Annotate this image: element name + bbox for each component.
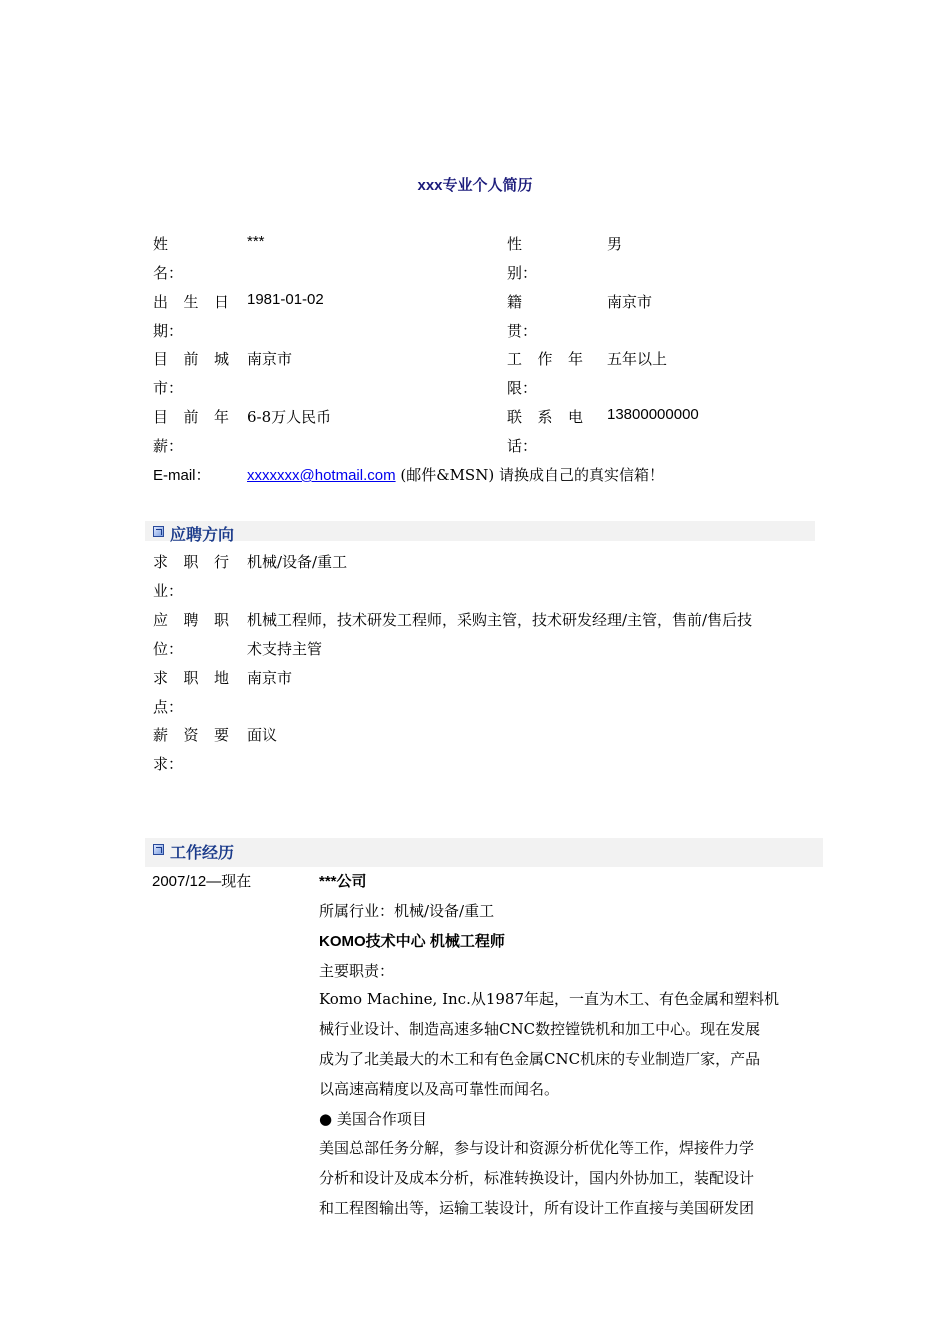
- years-value: 五年以上: [607, 350, 668, 368]
- project-line: 分析和设计及成本分析，标准转换设计，国内外协加工，装配设计: [319, 1169, 755, 1187]
- experience-header-bar: [145, 838, 823, 867]
- location-label: 求 职 地: [153, 669, 229, 687]
- email-label: E-mail：: [153, 467, 211, 484]
- birth-value: 1981-01-02: [247, 291, 324, 308]
- duties-label: 主要职责：: [319, 962, 395, 980]
- industry-label-cont: 业：: [153, 582, 184, 600]
- gender-label: 性: [507, 235, 523, 253]
- desc-line: Komo Machine, Inc.从1987年起，一直为木工、有色金属和塑料机: [319, 990, 780, 1008]
- native-label-cont: 贯：: [507, 322, 538, 340]
- name-value: ***: [247, 233, 265, 250]
- city-label: 目 前 城: [153, 350, 229, 368]
- experience-heading: 工作经历: [170, 843, 235, 862]
- location-value: 南京市: [247, 669, 293, 687]
- location-label-cont: 点：: [153, 698, 184, 716]
- position-label: 应 聘 职: [153, 611, 229, 629]
- phone-label-cont: 话：: [507, 437, 538, 455]
- job-intent-heading: 应聘方向: [170, 525, 235, 544]
- years-label-cont: 限：: [507, 379, 538, 397]
- phone-value: 13800000000: [607, 406, 699, 423]
- city-label-cont: 市：: [153, 379, 184, 397]
- birth-label: 出 生 日: [153, 293, 229, 311]
- name-label: 姓: [153, 235, 169, 253]
- gender-value: 男: [607, 235, 623, 253]
- pay-value: 面议: [247, 726, 278, 744]
- industry-value: 机械/设备/重工: [247, 553, 348, 571]
- email-line: [247, 464, 664, 485]
- city-value: 南京市: [247, 350, 293, 368]
- desc-line: 械行业设计、制造高速多轴CNC数控镗铣机和加工中心。现在发展: [319, 1020, 761, 1038]
- industry-label: 求 职 行: [153, 553, 229, 571]
- company-name: ***公司: [319, 873, 367, 890]
- gender-label-cont: 别：: [507, 264, 538, 282]
- desc-line: 以高速高精度以及高可靠性而闻名。: [319, 1080, 560, 1098]
- desc-line: 成为了北美最大的木工和有色金属CNC机床的专业制造厂家，产品: [319, 1050, 761, 1068]
- salary-value: 6-8万人民币: [247, 408, 332, 426]
- position-label-cont: 位：: [153, 640, 184, 658]
- salary-label-cont: 薪：: [153, 437, 184, 455]
- company-industry: 所属行业：机械/设备/重工: [319, 902, 495, 920]
- pay-label: 薪 资 要: [153, 726, 229, 744]
- department-title: KOMO技术中心 机械工程师: [319, 933, 505, 950]
- section-arrow-icon: [153, 844, 164, 855]
- project-description: [319, 1133, 816, 1223]
- native-value: 南京市: [607, 293, 653, 311]
- position-value-cont: 术支持主管: [247, 640, 323, 658]
- salary-label: 目 前 年: [153, 408, 229, 426]
- name-label-cont: 名：: [153, 264, 184, 282]
- years-label: 工 作 年: [507, 350, 583, 368]
- period: 2007/12—现在: [152, 873, 252, 890]
- job-intent-header-bar: [145, 521, 815, 541]
- pay-label-cont: 求：: [153, 755, 184, 773]
- project-title: ● 美国合作项目: [319, 1110, 427, 1128]
- native-label: 籍: [507, 293, 523, 311]
- birth-label-cont: 期：: [153, 322, 184, 340]
- position-value: 机械工程师，技术研发工程师，采购主管，技术研发经理/主管，售前/售后技: [247, 611, 753, 629]
- email-note: (邮件&MSN) 请换成自己的真实信箱！: [395, 466, 664, 484]
- page-title: xxx专业个人简历: [417, 177, 533, 194]
- project-line: 美国总部任务分解，参与设计和资源分析优化等工作，焊接件力学: [319, 1139, 755, 1157]
- email-link[interactable]: xxxxxxx@hotmail.com: [247, 467, 396, 484]
- section-arrow-icon: [153, 526, 164, 537]
- project-line: 和工程图输出等，运输工装设计，所有设计工作直接与美国研发团: [319, 1199, 755, 1217]
- company-description: [319, 984, 816, 1104]
- phone-label: 联 系 电: [507, 408, 583, 426]
